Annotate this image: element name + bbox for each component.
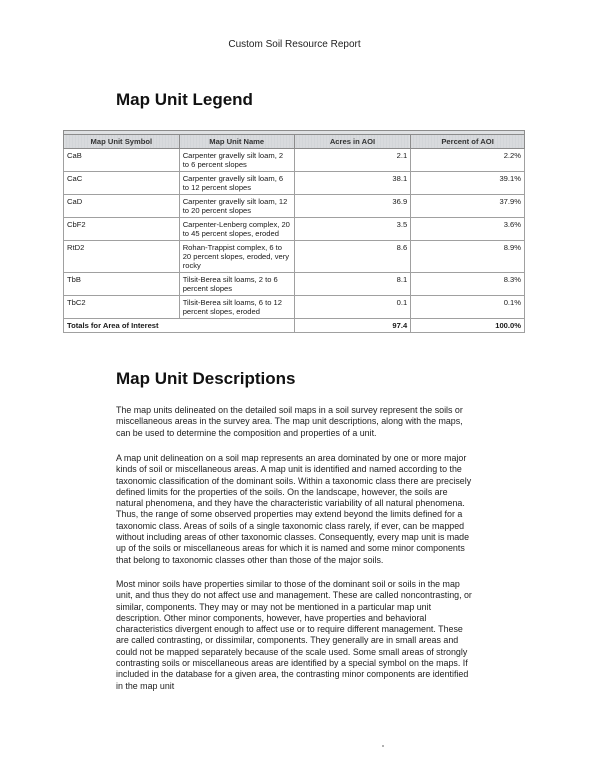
cell-percent: 39.1% xyxy=(411,172,525,195)
cell-name: Carpenter-Lenberg complex, 20 to 45 percent slopes, eroded xyxy=(179,218,294,241)
cell-name: Carpenter gravelly silt loam, 12 to 20 percent slopes xyxy=(179,195,294,218)
cell-acres: 8.1 xyxy=(294,273,410,296)
cell-acres: 38.1 xyxy=(294,172,410,195)
column-header-name: Map Unit Name xyxy=(179,135,294,149)
cell-name: Carpenter gravelly silt loam, 2 to 6 percent slopes xyxy=(179,149,294,172)
cell-percent: 2.2% xyxy=(411,149,525,172)
cell-acres: 3.5 xyxy=(294,218,410,241)
cell-percent: 0.1% xyxy=(411,296,525,319)
table-row xyxy=(64,273,525,296)
table-row xyxy=(64,296,525,319)
table-row xyxy=(64,218,525,241)
cell-symbol: CaD xyxy=(64,195,180,218)
cell-name: Tilsit-Berea silt loams, 2 to 6 percent slopes xyxy=(179,273,294,296)
cell-symbol: CaC xyxy=(64,172,180,195)
column-header-symbol: Map Unit Symbol xyxy=(64,135,180,149)
scan-speck xyxy=(382,745,384,747)
cell-percent: 37.9% xyxy=(411,195,525,218)
column-header-acres: Acres in AOI xyxy=(294,135,410,149)
cell-symbol: RtD2 xyxy=(64,241,180,273)
table-header-row xyxy=(64,135,525,149)
totals-acres: 97.4 xyxy=(294,319,410,333)
cell-symbol: TbC2 xyxy=(64,296,180,319)
description-paragraph: A map unit delineation on a soil map represents an area dominated by one or more major kinds of soil or miscellaneous areas. A map unit is identified and named according to the taxonomic classification of the dominant soils. Within a taxonomic class there are precisely defined limits for the properties of the soils. On the landscape, however, the soils are natural phenomena, and they have the characteristic variability of all natural phenomena. Thus, the range of some observed properties may extend beyond the limits defined for a taxonomic class. Areas of soils of a single taxonomic class rarely, if ever, can be mapped without including areas of other taxonomic classes. Consequently, every map unit is made up of the soils or miscellaneous areas for which it is named and some minor components that belong to taxonomic classes other than those of the major soils. xyxy=(116,453,472,565)
map-unit-legend-table xyxy=(63,130,525,333)
table-row xyxy=(64,149,525,172)
descriptions-title: Map Unit Descriptions xyxy=(116,369,296,388)
cell-acres: 8.6 xyxy=(294,241,410,273)
cell-name: Rohan-Trappist complex, 6 to 20 percent slopes, eroded, very rocky xyxy=(179,241,294,273)
cell-symbol: CbF2 xyxy=(64,218,180,241)
cell-name: Carpenter gravelly silt loam, 6 to 12 percent slopes xyxy=(179,172,294,195)
cell-name: Tilsit-Berea silt loams, 6 to 12 percent slopes, eroded xyxy=(179,296,294,319)
cell-acres: 36.9 xyxy=(294,195,410,218)
cell-percent: 8.3% xyxy=(411,273,525,296)
totals-percent: 100.0% xyxy=(411,319,525,333)
legend-title: Map Unit Legend xyxy=(116,90,253,109)
description-paragraph: The map units delineated on the detailed soil maps in a soil survey represent the soils or miscellaneous areas in the survey area. The map unit descriptions, along with the maps, can be used to determine the composition and properties of a unit. xyxy=(116,405,463,438)
totals-row xyxy=(64,319,525,333)
cell-percent: 3.6% xyxy=(411,218,525,241)
cell-symbol: TbB xyxy=(64,273,180,296)
cell-symbol: CaB xyxy=(64,149,180,172)
cell-acres: 0.1 xyxy=(294,296,410,319)
description-paragraph: Most minor soils have properties similar to those of the dominant soil or soils in the map unit, and thus they do not affect use and management. These are called noncontrasting, or similar, components. They may or may not be mentioned in a particular map unit description. Other minor components, however, have properties and behavioral characteristics divergent enough to affect use or to require different management. These are called contrasting, or dissimilar, components. They generally are in small areas and could not be mapped separately because of the scale used. Some small areas of strongly contrasting soils or miscellaneous areas are identified by a special symbol on the maps. If included in the database for a given area, the contrasting minor components are identified in the map unit xyxy=(116,579,472,691)
table-row xyxy=(64,172,525,195)
column-header-percent: Percent of AOI xyxy=(411,135,525,149)
cell-acres: 2.1 xyxy=(294,149,410,172)
totals-label: Totals for Area of Interest xyxy=(64,319,295,333)
table-row xyxy=(64,195,525,218)
table-row xyxy=(64,241,525,273)
cell-percent: 8.9% xyxy=(411,241,525,273)
running-header: Custom Soil Resource Report xyxy=(228,39,361,50)
